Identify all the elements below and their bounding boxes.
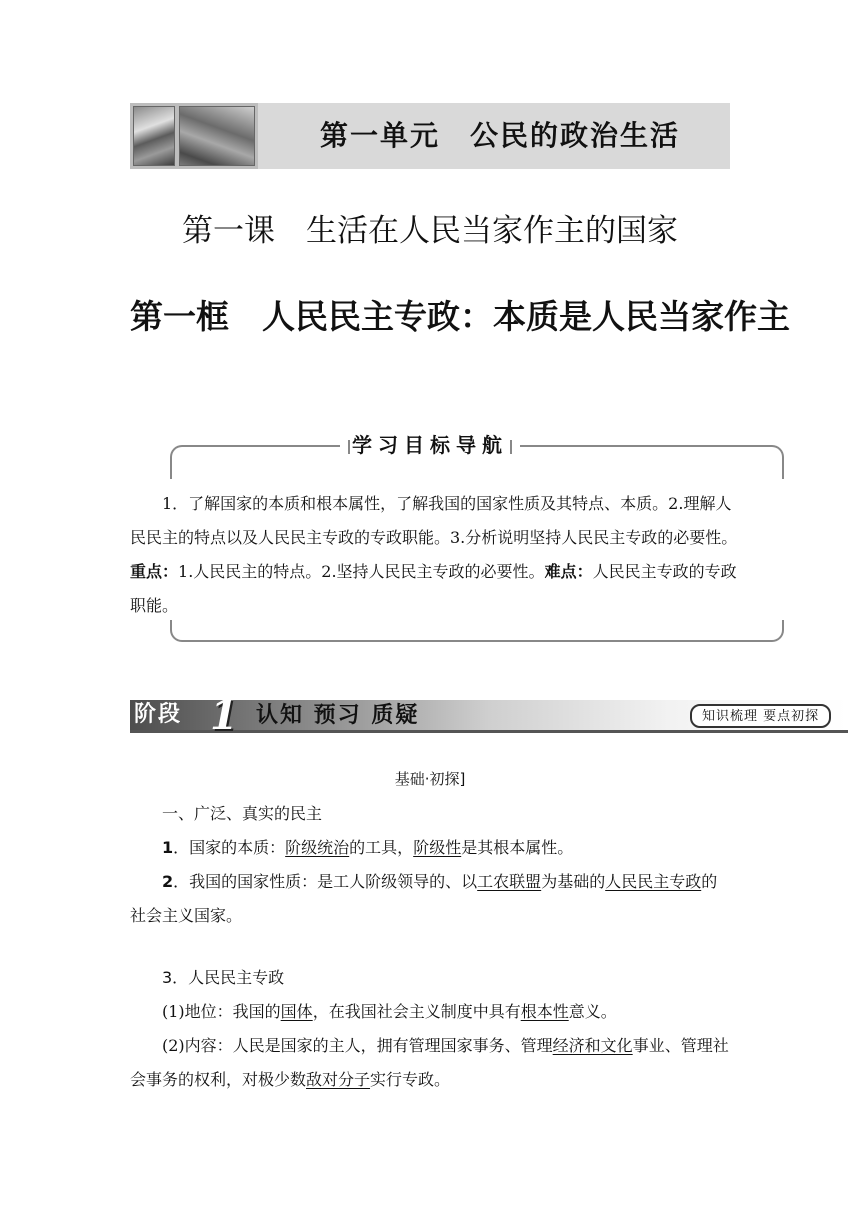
key-label: 重点： bbox=[130, 562, 179, 581]
objectives-box-bottom bbox=[170, 620, 784, 642]
paragraph-content: (2)内容：人民是国家的主人，拥有管理国家事务、管理经济和文化事业、管理社会事务的权利，对极少数敌对分子实行专政。 bbox=[130, 1036, 729, 1089]
frame-title: 第一框 人民民主专政：本质是人民当家作主 bbox=[130, 297, 790, 336]
objectives-label bbox=[0, 429, 860, 458]
blank-answer: 人民民主专政 bbox=[605, 872, 702, 891]
blank-answer: 经济和文化 bbox=[552, 1036, 633, 1055]
unit-banner bbox=[130, 103, 730, 169]
difficulty-label: 难点： bbox=[544, 562, 593, 581]
stage-tag: 知识梳理 要点初探 bbox=[690, 704, 831, 728]
paragraph-state-nature: 2．我国的国家性质：是工人阶级领导的、以工农联盟为基础的人民民主专政的社会主义国家。 bbox=[130, 872, 718, 925]
tower-photo bbox=[133, 106, 175, 166]
stage-banner bbox=[130, 692, 848, 739]
unit-banner-photos bbox=[130, 103, 258, 169]
blank-answer: 阶级性 bbox=[413, 838, 462, 857]
paragraph-status: (1)地位：我国的国体，在我国社会主义制度中具有根本性意义。 bbox=[162, 1002, 617, 1021]
unit-title: 第一单元 公民的政治生活 bbox=[320, 119, 681, 152]
blank-answer: 根本性 bbox=[520, 1002, 569, 1021]
paragraph-state-essence: 1．国家的本质：阶级统治的工具，阶级性是其根本属性。 bbox=[162, 838, 574, 857]
subsection-heading-1: 一、广泛、真实的民主 bbox=[162, 804, 323, 823]
stage-number: 1 bbox=[210, 692, 238, 739]
blank-answer: 工农联盟 bbox=[477, 872, 542, 891]
section-heading: 基础·初探] bbox=[394, 770, 466, 788]
stage-word: 阶段 bbox=[134, 702, 183, 727]
blank-answer: 敌对分子 bbox=[306, 1070, 371, 1089]
stage-title: 认知 预习 质疑 bbox=[256, 702, 420, 728]
people-photo bbox=[179, 106, 255, 166]
blank-answer: 阶级统治 bbox=[285, 838, 350, 857]
objectives-label-text: 学习目标导航 bbox=[352, 433, 508, 457]
lesson-title: 第一课 生活在人民当家作主的国家 bbox=[182, 213, 678, 249]
subsection-heading-3: 3．人民民主专政 bbox=[162, 968, 285, 987]
objectives-text: 1．了解国家的本质和根本属性，了解我国的国家性质及其特点、本质。2.理解人民民主的特点以及人民民主专政的专政职能。3.分析说明坚持人民民主专政的必要性。重点：1.人民民主的特点。2.坚持人民民主专政的必要性。难点：人民民主专政的专政职能。 bbox=[130, 494, 738, 615]
blank-answer: 国体 bbox=[280, 1002, 313, 1021]
